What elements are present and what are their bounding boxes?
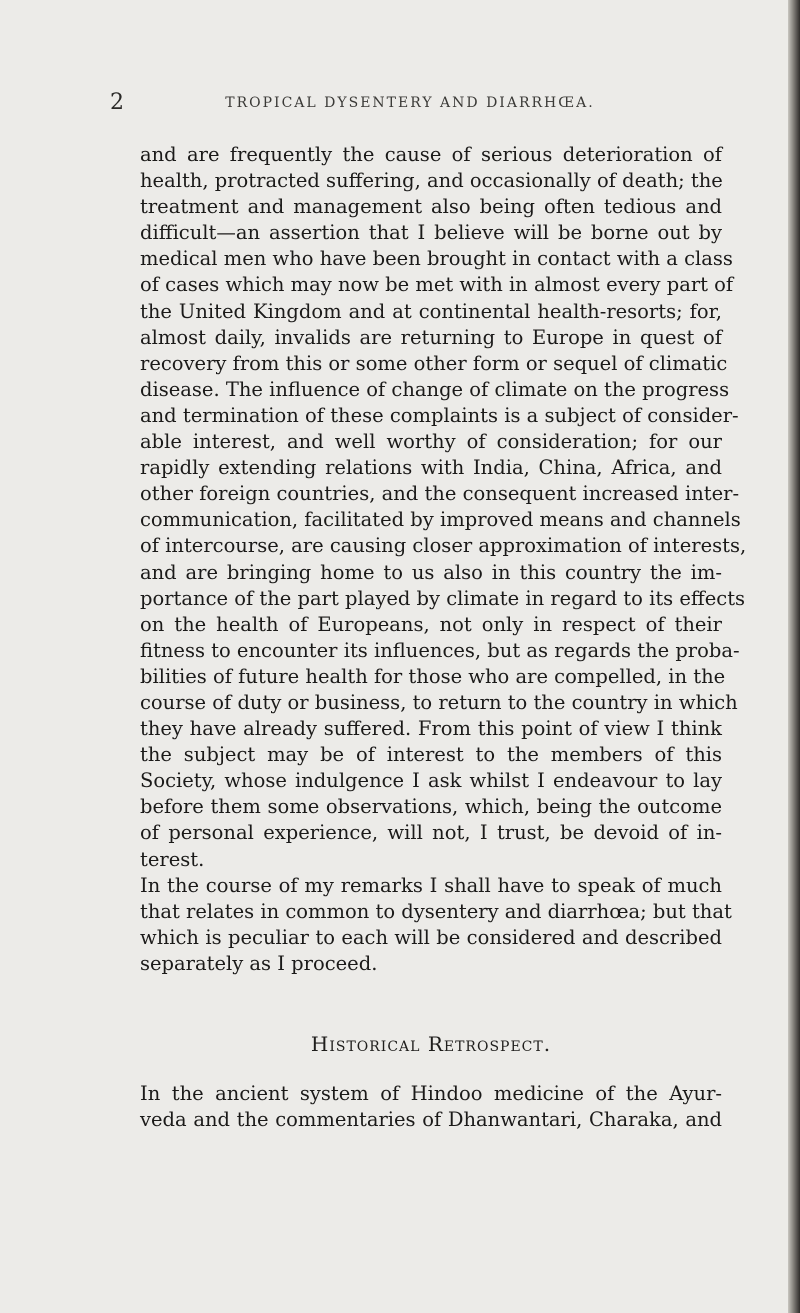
text-line: terest. xyxy=(140,847,205,871)
text-line: communication, facilitated by improved means and channels xyxy=(140,508,741,532)
text-line: disease. The influence of change of climate on the progress xyxy=(140,377,730,401)
text-line: almost daily, invalids are returning to Europe in quest of xyxy=(140,325,722,349)
text-line: difficult—an assertion that I believe will be borne out by xyxy=(140,221,722,245)
text-line: able interest, and well worthy of consideration; for our xyxy=(140,430,722,454)
text-line: and termination of these complaints is a subject of consider- xyxy=(140,403,739,427)
paragraph-3 xyxy=(140,1081,722,1133)
text-line: portance of the part played by climate in regard to its effects xyxy=(140,586,746,610)
text-line: rapidly extending relations with India, China, Africa, and xyxy=(140,456,722,480)
text-line: of intercourse, are causing closer approximation of interests, xyxy=(140,534,747,558)
text-line: other foreign countries, and the consequent increased inter- xyxy=(140,482,740,506)
book-binding-edge xyxy=(788,0,800,1313)
text-line: In the course of my remarks I shall have to speak of much xyxy=(140,873,722,897)
text-line: course of duty or business, to return to the country in which xyxy=(140,690,738,714)
text-line: medical men who have been brought in contact with a class xyxy=(140,247,733,271)
text-line: recovery from this or some other form or sequel of climatic xyxy=(140,351,728,375)
page-number: 2 xyxy=(110,90,124,115)
text-line: In the ancient system of Hindoo medicine of the Ayur- xyxy=(140,1082,722,1105)
text-line: veda and the commentaries of Dhanwantari, Charaka, and xyxy=(140,1108,722,1132)
text-line: they have already suffered. From this point of view I think xyxy=(140,717,722,741)
text-line: the subject may be of interest to the members of this xyxy=(140,743,722,767)
running-title: TROPICAL DYSENTERY AND DIARRHŒA. xyxy=(225,95,595,111)
body-text xyxy=(140,142,747,1133)
text-line: Society, whose indulgence I ask whilst I endeavour to lay xyxy=(140,769,722,793)
text-line: treatment and management also being often tedious and xyxy=(140,195,722,219)
text-line: before them some observations, which, being the outcome xyxy=(140,795,722,819)
text-line: of cases which may now be met with in almost every part of xyxy=(140,273,734,297)
section-heading: Historical Retrospect. xyxy=(310,1032,552,1056)
page-header xyxy=(110,90,710,120)
text-line: health, protracted suffering, and occasionally of death; the xyxy=(140,169,723,193)
text-line: that relates in common to dysentery and diarrhœa; but that xyxy=(140,899,732,923)
text-line: of personal experience, will not, I trust, be devoid of in- xyxy=(140,821,722,845)
text-line: separately as I proceed. xyxy=(140,951,378,975)
text-line: and are bringing home to us also in this country the im- xyxy=(140,560,722,584)
text-line: bilities of future health for those who are compelled, in the xyxy=(140,664,726,688)
text-line: on the health of Europeans, not only in respect of their xyxy=(140,612,722,636)
paragraph-2 xyxy=(140,873,732,977)
heading-spacing xyxy=(140,1059,722,1081)
text-line: and are frequently the cause of serious deterioration of xyxy=(140,143,722,166)
section-spacing xyxy=(140,977,722,1029)
paragraph-1 xyxy=(140,142,747,873)
text-line: the United Kingdom and at continental health-resorts; for, xyxy=(140,299,722,323)
text-line: which is peculiar to each will be considered and described xyxy=(140,925,722,949)
text-line: fitness to encounter its influences, but as regards the proba- xyxy=(140,638,740,662)
